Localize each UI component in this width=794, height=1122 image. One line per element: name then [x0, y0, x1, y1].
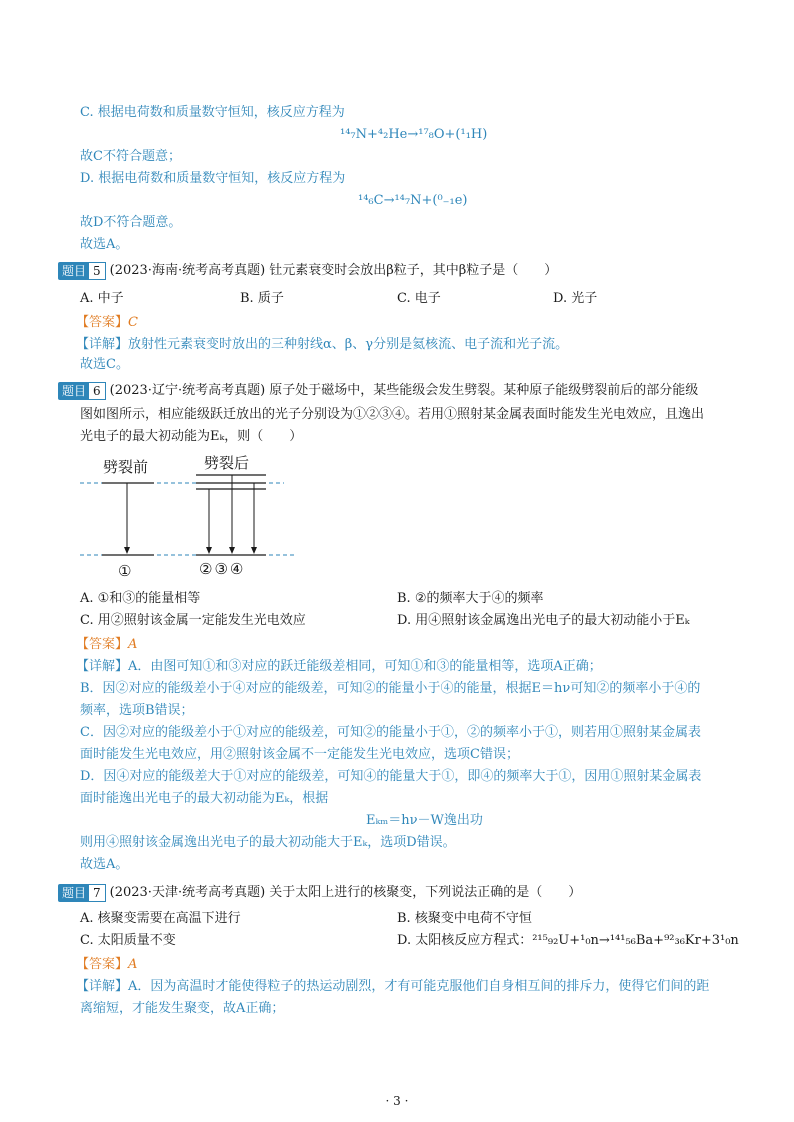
- conclusion-c: 故C不符合题意；: [80, 149, 181, 164]
- q7-option-a: A. 核聚变需要在高温下进行: [80, 911, 241, 926]
- answer-label: 【答案】: [76, 957, 129, 972]
- question-tag: 题目: [58, 884, 90, 902]
- question-7-header: [58, 883, 581, 903]
- detail-text: A．由图可知①和③对应的跃迁能级差相同，可知①和③的能量相等，选项A正确；: [128, 659, 602, 674]
- q6-detail-line-3: 频率，选项B错误；: [80, 703, 194, 718]
- q7-detail-line-2: 离缩短，才能发生聚变，故A正确；: [80, 1001, 285, 1016]
- q6-detail-after: 则用④照射该金属逸出光电子的最大初动能大于Eₖ，选项D错误。: [80, 835, 456, 850]
- arrow-2-head: [206, 547, 212, 554]
- q7-detail-line-1: [76, 978, 709, 996]
- question-5-header: [58, 261, 557, 281]
- q7-option-c: C. 太阳质量不变: [80, 933, 176, 948]
- label-before-split: 劈裂前: [103, 458, 149, 476]
- arrow-4-head: [251, 547, 257, 554]
- explanation-c-text: 根据电荷数和质量数守恒知，核反应方程为: [97, 105, 345, 120]
- option-c-label: C.: [80, 105, 94, 120]
- explanation-c-line: [80, 104, 345, 122]
- conclusion-d: 故D不符合题意。: [80, 215, 182, 230]
- answer-label: 【答案】: [76, 637, 129, 652]
- question-7-stem: (2023·天津·统考高考真题) 关于太阳上进行的核聚变，下列说法正确的是（ ）: [109, 885, 582, 900]
- question-6-stem-line-1: (2023·辽宁·统考高考真题) 原子处于磁场中，某些能级会发生劈裂。某种原子能级劈裂前后的部分能级: [109, 383, 699, 398]
- question-6-stem-line-2: 图如图所示，相应能级跃迁放出的光子分别设为①②③④。若用①照射某金属表面时能发生光电效应，且逸出: [80, 407, 705, 422]
- answer-value: A: [128, 637, 138, 652]
- q7-option-d: D. 太阳核反应方程式：²¹⁵₉₂U+¹₀n→¹⁴¹₅₆Ba+⁹²₃₆Kr+3¹₀n: [397, 933, 739, 948]
- energy-level-diagram: [78, 452, 298, 582]
- detail-text: 放射性元素衰变时放出的三种射线α、β、γ分别是氦核流、电子流和光子流。: [128, 337, 569, 352]
- q6-choose: 故选A。: [80, 857, 129, 872]
- answer-label: 【答案】: [76, 315, 129, 330]
- arrow-1-head: [124, 547, 130, 554]
- arrow-2-3-4-labels: ②③④: [199, 560, 246, 578]
- arrow-3-head: [229, 547, 235, 554]
- arrow-1-label: ①: [118, 562, 132, 580]
- q5-answer: [76, 314, 138, 332]
- q7-answer: [76, 956, 137, 974]
- equation-c: ¹⁴₇N+⁴₂He→¹⁷₈O+(¹₁H): [340, 127, 488, 142]
- q6-detail-line-1: [76, 658, 602, 676]
- detail-text: A．因为高温时才能使得粒子的热运动剧烈，才有可能克服他们自身相互间的排斥力，使得它们间的距: [128, 979, 710, 994]
- explanation-d-text: 根据电荷数和质量数守恒知，核反应方程为: [98, 171, 346, 186]
- q5-detail: [76, 336, 568, 354]
- equation-d: ¹⁴₆C→¹⁴₇N+(⁰₋₁e): [358, 193, 468, 208]
- q5-option-a: A. 中子: [80, 291, 124, 306]
- q5-option-b: B. 质子: [240, 291, 284, 306]
- question-number: 5: [88, 262, 106, 280]
- q6-option-d: D. 用④照射该金属逸出光电子的最大初动能小于Eₖ: [397, 613, 690, 628]
- choose-a-1: 故选A。: [80, 237, 129, 252]
- q6-answer: [76, 636, 137, 654]
- q6-option-a: A. ①和③的能量相等: [80, 591, 201, 606]
- explanation-d-line: [80, 170, 345, 188]
- option-d-label: D.: [80, 171, 95, 186]
- answer-value: A: [128, 957, 138, 972]
- label-after-split: 劈裂后: [204, 454, 250, 472]
- question-6-header: [58, 381, 698, 401]
- q6-option-c: C. 用②照射该金属一定能发生光电效应: [80, 613, 306, 628]
- question-6-stem-line-3: 光电子的最大初动能为Eₖ，则（ ）: [80, 429, 303, 444]
- q6-detail-line-2: B．因②对应的能级差小于④对应的能级差，可知②的能量小于④的能量，根据E＝hν可知②的频率小于④的: [80, 681, 701, 696]
- q5-choose: 故选C。: [80, 357, 129, 372]
- question-tag: 题目: [58, 262, 90, 280]
- q6-detail-line-6: D．因④对应的能级差大于①对应的能级差，可知④的能量大于①，即④的频率大于①，因用①照射某金属表: [80, 769, 702, 784]
- question-5-stem: (2023·海南·统考高考真题) 钍元素衰变时会放出β粒子，其中β粒子是（ ）: [109, 263, 558, 278]
- detail-label: 【详解】: [76, 337, 129, 352]
- question-number: 7: [88, 884, 106, 902]
- detail-label: 【详解】: [76, 659, 129, 674]
- answer-value: C: [128, 315, 138, 330]
- q6-detail-line-4: C．因②对应的能级差小于①对应的能级差，可知②的能量小于①，②的频率小于①，则若用①照射某金属表: [80, 725, 701, 740]
- q7-option-b: B. 核聚变中电荷不守恒: [397, 911, 532, 926]
- question-number: 6: [88, 382, 106, 400]
- q5-option-c: C. 电子: [397, 291, 441, 306]
- q6-option-b: B. ②的频率大于④的频率: [397, 591, 544, 606]
- page-number: · 3 ·: [385, 1094, 409, 1108]
- q6-detail-line-7: 面时能逸出光电子的最大初动能为Eₖ，根据: [80, 791, 329, 806]
- q5-option-d: D. 光子: [553, 291, 598, 306]
- q6-detail-line-5: 面时能发生光电效应，用②照射该金属不一定能发生光电效应，选项C错误；: [80, 747, 519, 762]
- q6-equation: Eₖₘ＝hν－W逸出功: [366, 813, 483, 828]
- detail-label: 【详解】: [76, 979, 129, 994]
- question-tag: 题目: [58, 382, 90, 400]
